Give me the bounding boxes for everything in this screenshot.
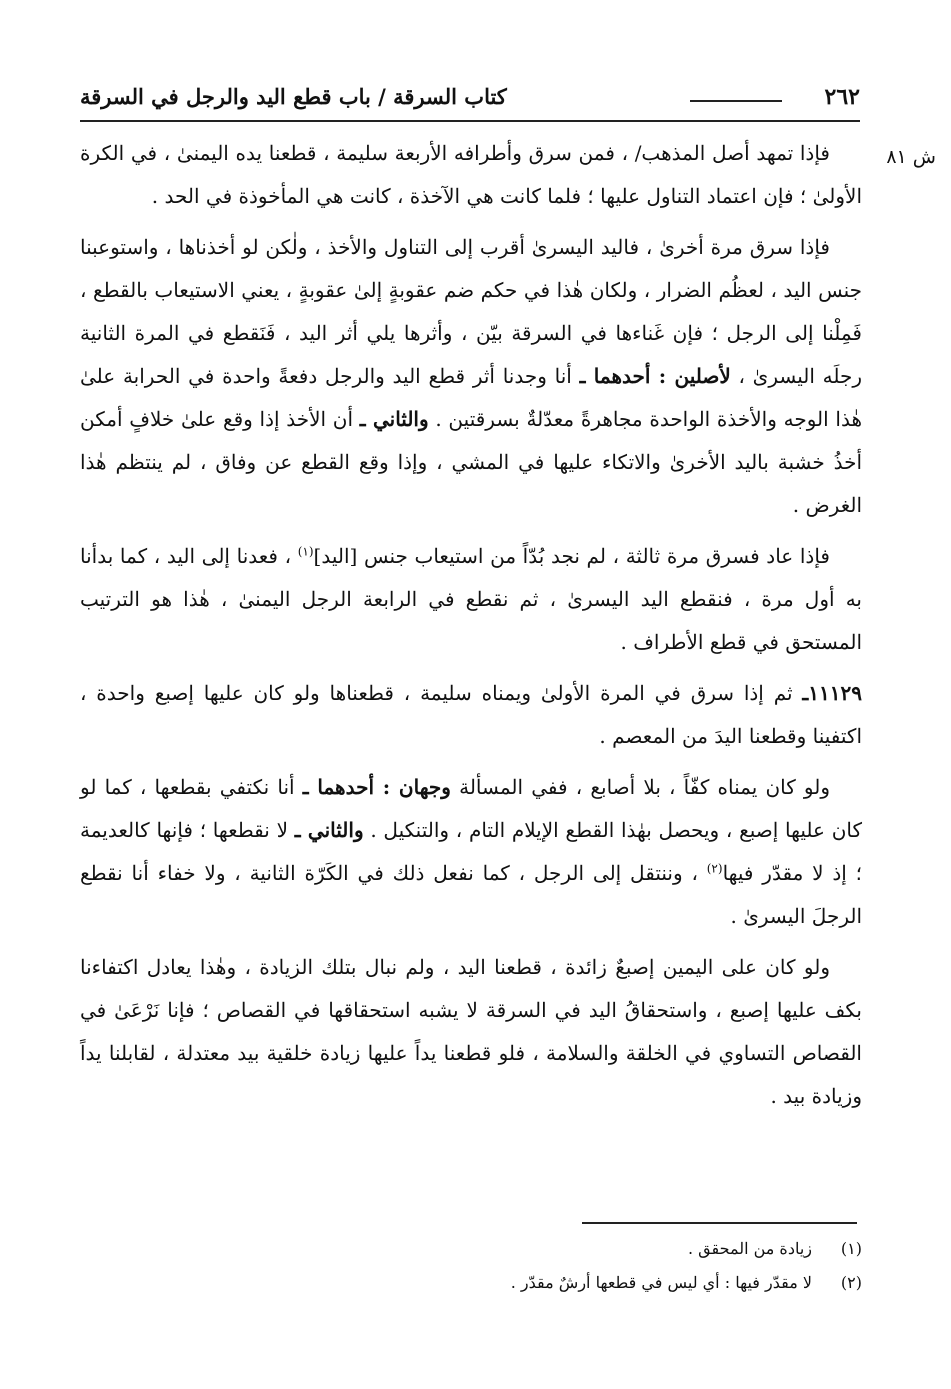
- paragraph-3: [80, 535, 862, 664]
- footnote-ref-1: (١): [297, 544, 314, 559]
- page-number: ٢٦٢: [824, 84, 860, 110]
- main-text: [80, 132, 862, 1126]
- footnote-1: [80, 1232, 862, 1266]
- paragraph-3-text-a: فإذا عاد فسرق مرة ثالثة ، لم نجد بُدّاً من استيعاب جنس [اليد]: [313, 544, 830, 568]
- paragraph-4-text: ثم إذا سرق في المرة الأولىٰ ويمناه سليمة ، قطعناها ولو كان عليها إصبع واحدة ، اكتفينا وقطعنا اليدَ من المعصم .: [80, 681, 862, 748]
- paragraph-5-text-a: ولو كان يمناه كفّاً ، بلا أصابع ، ففي المسألة: [450, 775, 831, 799]
- footnote-text: لا مقدّر فيها : أي ليس في قطعها أرشٌ مقدّر .: [510, 1273, 812, 1292]
- paragraph-5-text-b: أنا نكتفي بقطعها ، كما لو كان عليها إصبع ، ويحصل بهٰذا القطع الإيلام التام ، والتنكيل .: [80, 775, 862, 842]
- footnote-2: [80, 1266, 862, 1300]
- paragraph-5-text-c: لا نقطعها ؛ فإنها كالعديمة ؛ إذ لا مقدّر فيها: [80, 818, 862, 885]
- footnote-ref-2: (٢): [706, 861, 723, 876]
- running-title: كتاب السرقة / باب قطع اليد والرجل في السرقة: [80, 84, 507, 109]
- footnotes: [80, 1232, 862, 1300]
- bold-term-second-view: والثاني ـ: [294, 818, 364, 842]
- footnote-text: زيادة من المحقق .: [688, 1239, 812, 1258]
- paragraph-2: [80, 226, 862, 527]
- bold-term-second: والثاني ـ: [359, 407, 429, 431]
- footnote-rule: [582, 1222, 857, 1224]
- footnote-number: (١): [840, 1239, 862, 1258]
- bold-term-two-reasons: لأصلين : أحدهما ـ: [579, 364, 731, 388]
- paragraph-4: [80, 672, 862, 758]
- margin-reference: ش ٨١: [886, 146, 936, 168]
- header-rule: [690, 100, 782, 102]
- paragraph-2-text-d: أن الأخذ إذا وقع علىٰ خلافٍ أمكن أخذُ خشبة باليد الأخرىٰ والاتكاء عليها في المشي ، وإذا وقع القطع عن وفاق ، لم ينتظم هٰذا الغرض .: [80, 407, 862, 517]
- paragraph-1: فإذا تمهد أصل المذهب/ ، فمن سرق وأطرافه الأربعة سليمة ، قطعنا يده اليمنىٰ ، في الكرة الأولىٰ ؛ فإن اعتماد التناول عليها ؛ فلما كانت هي الآخذة ، كانت هي المأخوذة في الحد .: [80, 141, 862, 208]
- paragraph-2-text-c: أنا وجدنا أثر قطع اليد والرجل دفعةً واحدة في الحرابة علىٰ هٰذا الوجه والأخذة الواحدة مجاهرةً معدّلةٌ بسرقتين .: [80, 364, 863, 431]
- issue-number: ١١١٢٩ـ: [802, 681, 862, 705]
- paragraph-5-text-d: ، وننتقل إلى الرجل ، كما نفعل ذلك في الكَرّة الثانية ، ولا خفاء أنا نقطع الرجلَ اليسرىٰ .: [80, 861, 862, 928]
- bold-term-two-views: وجهان : أحدهما ـ: [302, 775, 451, 799]
- footnote-number: (٢): [840, 1273, 862, 1292]
- paragraph-3-text-b: ، فعدنا إلى اليد ، كما بدأنا به أول مرة ، فنقطع اليد اليسرىٰ ، ثم نقطع في الرابعة الرجل اليمنىٰ ، هٰذا هو الترتيب المستحق في قطع الأطراف .: [80, 544, 862, 654]
- paragraph-2-text-a: فإذا سرق مرة أخرىٰ ، فاليد اليسرىٰ أقرب إلى التناول والأخذ ، ولٰكن لو أخذناها ، واستوعبنا جنس اليد ، لعظُم الضرار ، ولكان هٰذا في حكم ضم عقوبةٍ إلىٰ عقوبةٍ ، يعني الاستيعاب بالقطع ، فَمِلْنا إلى الرجل ؛ فإن غَناءها في السرقة بيّن ، وأثرها يلي أثر اليد ، فَنَقطع في المرة الثانية رجلَه اليسرىٰ ،: [80, 235, 862, 388]
- paragraph-6: ولو كان على اليمين إصبعٌ زائدة ، قطعنا اليد ، ولم نبال بتلك الزيادة ، وهٰذا يعادل اكتفاءنا بكف عليها إصبع ، واستحقاقُ اليد في السرقة لا يشبه استحقاقها في القصاص ؛ فإنا نَرْعَىٰ في القصاص التساوي في الخلقة والسلامة ، فلو قطعنا يداً عليها زيادة خلقية بيد معتدلة ، لقابلنا يداً وزيادة بيد .: [80, 955, 862, 1108]
- page-header: [80, 78, 860, 122]
- paragraph-5: [80, 766, 862, 938]
